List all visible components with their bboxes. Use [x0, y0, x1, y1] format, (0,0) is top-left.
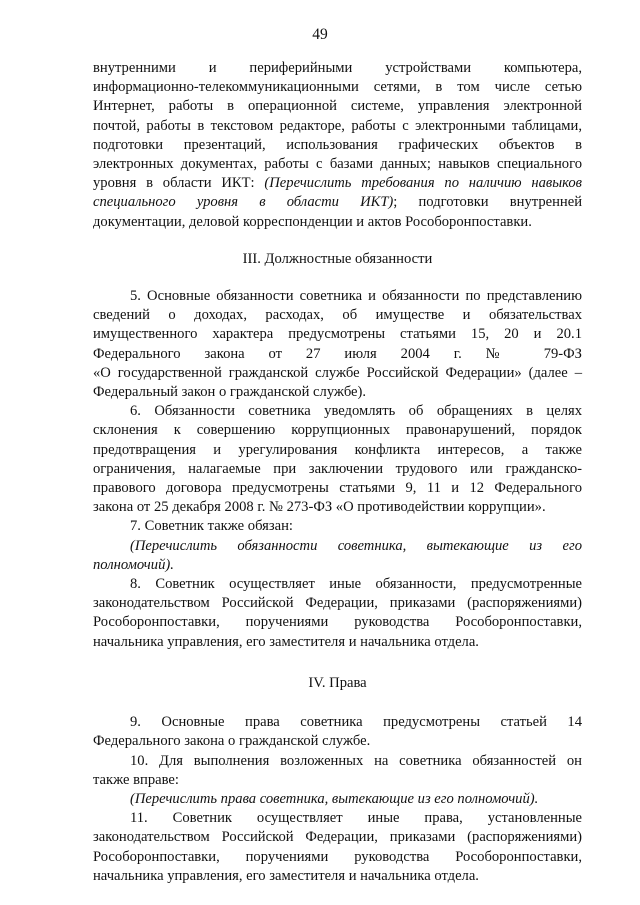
text-fragment: ; подготовки внутренней: [393, 194, 582, 211]
text-line: Федерального закона о гражданской службе.: [93, 733, 371, 750]
italic-instruction: полномочий).: [93, 556, 174, 573]
text-line: законодательством Российской Федерации, приказами (распоряжениями): [93, 829, 582, 846]
paragraph-5: [93, 287, 582, 402]
text-line: 7. Советник также обязан:: [130, 518, 293, 535]
text-line: [93, 193, 582, 212]
intro-paragraph: [93, 59, 582, 232]
text-line: также вправе:: [93, 771, 179, 788]
text-line: 6. Обязанности советника уведомлять об обращениях в целях: [130, 403, 582, 420]
italic-instruction: (Перечислить права советника, вытекающие из его полномочий).: [130, 790, 539, 807]
text-line: сведений о доходах, расходах, об имуществе и обязательствах: [93, 307, 582, 324]
italic-instruction: специального уровня в области ИКТ): [93, 194, 394, 211]
text-line: подготовки презентаций, использования графических объектов в: [93, 136, 582, 153]
paragraph-6: [93, 402, 582, 517]
italic-instruction: (Перечислить обязанности советника, вытекающие из его: [130, 537, 582, 554]
text-line: электронных документах, работы с базами данных; навыков специального: [93, 156, 582, 173]
paragraph-9: [93, 713, 582, 751]
paragraph-10: [93, 752, 582, 810]
section-heading-rights: IV. Права: [308, 674, 367, 691]
text-line: склонения к совершению коррупционных правонарушений, порядок: [93, 422, 582, 439]
text-line: 5. Основные обязанности советника и обязанности по представлению: [130, 288, 582, 305]
text-fragment: уровня в области ИКТ:: [93, 175, 265, 192]
text-line: начальника управления, его заместителя и начальника отдела.: [93, 633, 479, 650]
text-line: 9. Основные права советника предусмотрены статьей 14: [130, 714, 582, 731]
text-line: Федерального закона от 27 июля 2004 г. № 79-ФЗ: [93, 345, 582, 362]
text-line: документации, деловой корреспонденции и актов Рособоронпоставки.: [93, 213, 532, 230]
text-line: информационно-телекоммуникационными сетями, в том числе сетью: [93, 79, 582, 96]
text-line: правового договора предусмотрены статьями 9, 11 и 12 Федерального: [93, 480, 582, 497]
section-heading-duties: III. Должностные обязанности: [242, 250, 433, 267]
text-line: «О государственной гражданской службе Российской Федерации» (далее –: [93, 364, 582, 381]
text-line: [93, 174, 582, 193]
italic-instruction: (Перечислить требования по наличию навыков: [264, 175, 582, 192]
text-line: 8. Советник осуществляет иные обязанности, предусмотренные: [130, 576, 582, 593]
document-body: [93, 59, 582, 886]
text-line: предотвращения и урегулирования конфликта интересов, а также: [93, 441, 582, 458]
paragraph-11: [93, 809, 582, 886]
text-line: Рособоронпоставки, поручениями руководства Рособоронпоставки,: [93, 848, 582, 865]
text-line: закона от 25 декабря 2008 г. № 273-ФЗ «О противодействии коррупции».: [93, 499, 546, 516]
text-line: 10. Для выполнения возложенных на советника обязанностей он: [130, 752, 582, 769]
text-line: Интернет, работы в операционной системе, управления электронной: [93, 98, 582, 115]
paragraph-7: [93, 517, 582, 575]
text-line: 11. Советник осуществляет иные права, установленные: [130, 810, 582, 827]
text-line: имущественного характера предусмотрены статьями 15, 20 и 20.1: [93, 326, 582, 343]
text-line: Рособоронпоставки, поручениями руководства Рособоронпоставки,: [93, 614, 582, 631]
text-line: почтой, работы в текстовом редакторе, работы с электронными таблицами,: [93, 117, 582, 134]
text-line: начальника управления, его заместителя и начальника отдела.: [93, 867, 479, 884]
paragraph-8: [93, 575, 582, 652]
text-line: внутренними и периферийными устройствами компьютера,: [93, 60, 582, 76]
page-number: 49: [312, 26, 328, 43]
text-line: законодательством Российской Федерации, приказами (распоряжениями): [93, 595, 582, 612]
text-line: Федеральный закон о гражданской службе).: [93, 384, 367, 401]
text-line: ограничения, налагаемые при заключении трудового или гражданско-: [93, 460, 582, 477]
